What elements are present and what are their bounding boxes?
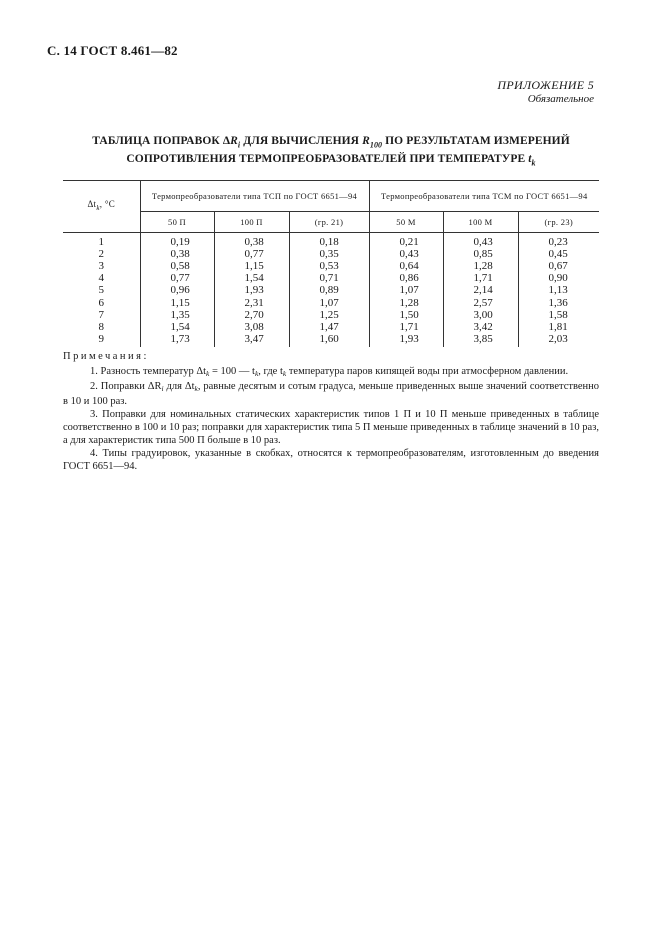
table-row [63, 321, 599, 333]
dt-cell: 9 [63, 333, 140, 347]
value-cell: 0,43 [369, 248, 443, 260]
value-cell: 2,31 [214, 296, 289, 308]
value-cell: 1,71 [369, 321, 443, 333]
value-cell: 1,50 [369, 309, 443, 321]
value-cell: 0,96 [140, 284, 214, 296]
value-cell: 1,81 [548, 320, 568, 333]
table-row [63, 272, 599, 284]
value-cell: 1,07 [369, 284, 443, 296]
group-header-tsp: Термопреобразователи типа ТСП по ГОСТ 6651—94 [140, 181, 369, 212]
group-header-tsm: Термопреобразователи типа ТСМ по ГОСТ 6651—94 [369, 181, 599, 212]
value-cell: 1,15 [140, 296, 214, 308]
table-row [63, 333, 599, 347]
value-cell: 1,73 [140, 333, 214, 347]
note-4: 4. Типы градуировок, указанные в скобках, относятся к термопреобразователям, изготовленным до введения ГОСТ 6651—94. [63, 448, 599, 472]
appendix-label [497, 78, 594, 106]
value-cell: 0,77 [214, 248, 289, 260]
value-cell: 3,85 [443, 333, 518, 347]
value-cell: 2,57 [443, 296, 518, 308]
page-header: С. 14 ГОСТ 8.461—82 [47, 43, 178, 58]
value-cell: 0,21 [369, 233, 443, 249]
value-cell: 1,36 [548, 296, 568, 309]
value-cell: 1,93 [214, 284, 289, 296]
dt-cell: 8 [63, 321, 140, 333]
column-header: (гр. 23) [544, 217, 574, 227]
table-row [63, 284, 599, 296]
dt-cell: 5 [63, 284, 140, 296]
value-cell: 1,60 [289, 333, 369, 347]
value-cell: 0,38 [214, 233, 289, 249]
column-header: (гр. 21) [289, 212, 369, 233]
value-cell: 0,23 [548, 236, 568, 249]
value-cell: 0,71 [289, 272, 369, 284]
dt-cell: 4 [63, 272, 140, 284]
value-cell: 0,89 [289, 284, 369, 296]
table-row [63, 309, 599, 321]
value-cell: 1,58 [548, 308, 568, 321]
dt-cell: 7 [63, 309, 140, 321]
column-header: 50 М [369, 212, 443, 233]
table-title [63, 134, 599, 171]
value-cell: 1,28 [443, 260, 518, 272]
value-cell: 2,14 [443, 284, 518, 296]
table-row [63, 233, 599, 249]
value-cell: 1,35 [140, 309, 214, 321]
dt-column-header: $\Delta t_k$, °C [63, 181, 140, 233]
value-cell: 3,42 [443, 321, 518, 333]
note-2: 2. Поправки ΔRi для Δtk, равные десятым и сотым градуса, меньше приведенных выше значений соответственно в 10 и 100 раз. [63, 381, 600, 407]
value-cell: 0,45 [548, 248, 568, 261]
value-cell: 0,38 [140, 248, 214, 260]
dt-cell: 3 [63, 260, 140, 272]
notes-heading: Примечания: [63, 351, 149, 362]
value-cell: 0,86 [369, 272, 443, 284]
column-header: 50 П [140, 212, 214, 233]
value-cell: 1,93 [369, 333, 443, 347]
value-cell: 1,13 [548, 284, 568, 297]
value-cell: 3,47 [214, 333, 289, 347]
dt-cell: 1 [63, 233, 140, 249]
value-cell: 0,77 [140, 272, 214, 284]
corrections-table [63, 180, 599, 347]
value-cell: 0,90 [548, 272, 568, 285]
value-cell: 0,58 [140, 260, 214, 272]
table-row [63, 248, 599, 260]
value-cell: 0,19 [140, 233, 214, 249]
dt-cell: 2 [63, 248, 140, 260]
value-cell: 0,53 [289, 260, 369, 272]
table-row [63, 296, 599, 308]
column-header: 100 М [443, 212, 518, 233]
note-3: 3. Поправки для номинальных статических характеристик типов 1 П и 10 П меньше приведенных в таблице соответственно в 100 и 10 раз; поправки для характеристик типа 5 П меньше приведенных в таблице значений в 10 раз, а для характеристик типа 500 П больше в 10 раз. [63, 409, 599, 446]
notes-section [63, 350, 599, 473]
value-cell: 1,15 [214, 260, 289, 272]
value-cell: 0,43 [443, 233, 518, 249]
value-cell: 1,54 [140, 321, 214, 333]
value-cell: 1,07 [289, 296, 369, 308]
value-cell: 0,18 [289, 233, 369, 249]
dt-cell: 6 [63, 296, 140, 308]
value-cell: 1,47 [289, 321, 369, 333]
value-cell: 1,54 [214, 272, 289, 284]
appendix-title: ПРИЛОЖЕНИЕ 5 [497, 78, 594, 92]
table-title-line-1: ТАБЛИЦА ПОПРАВОК $\Delta R_i$ ДЛЯ ВЫЧИСЛЕНИЯ $R_{100}$ ПО РЕЗУЛЬТАТАМ ИЗМЕРЕНИЙ [92, 135, 570, 150]
value-cell: 0,85 [443, 248, 518, 260]
note-1: 1. Разность температур Δtk = 100 — tk, где tk температура паров кипящей воды при атмосферном давлении. [90, 366, 569, 378]
table-title-line-2: СОПРОТИВЛЕНИЯ ТЕРМОПРЕОБРАЗОВАТЕЛЕЙ ПРИ ТЕМПЕРАТУРЕ $t_k$ [126, 153, 536, 168]
table-row [63, 260, 599, 272]
value-cell: 2,03 [548, 332, 568, 345]
column-header: 100 П [214, 212, 289, 233]
value-cell: 2,70 [214, 309, 289, 321]
value-cell: 1,25 [289, 309, 369, 321]
value-cell: 1,71 [443, 272, 518, 284]
value-cell: 1,28 [369, 296, 443, 308]
appendix-status: Обязательное [527, 93, 594, 105]
value-cell: 0,64 [369, 260, 443, 272]
value-cell: 3,08 [214, 321, 289, 333]
value-cell: 3,00 [443, 309, 518, 321]
value-cell: 0,35 [289, 248, 369, 260]
value-cell: 0,67 [548, 260, 568, 273]
